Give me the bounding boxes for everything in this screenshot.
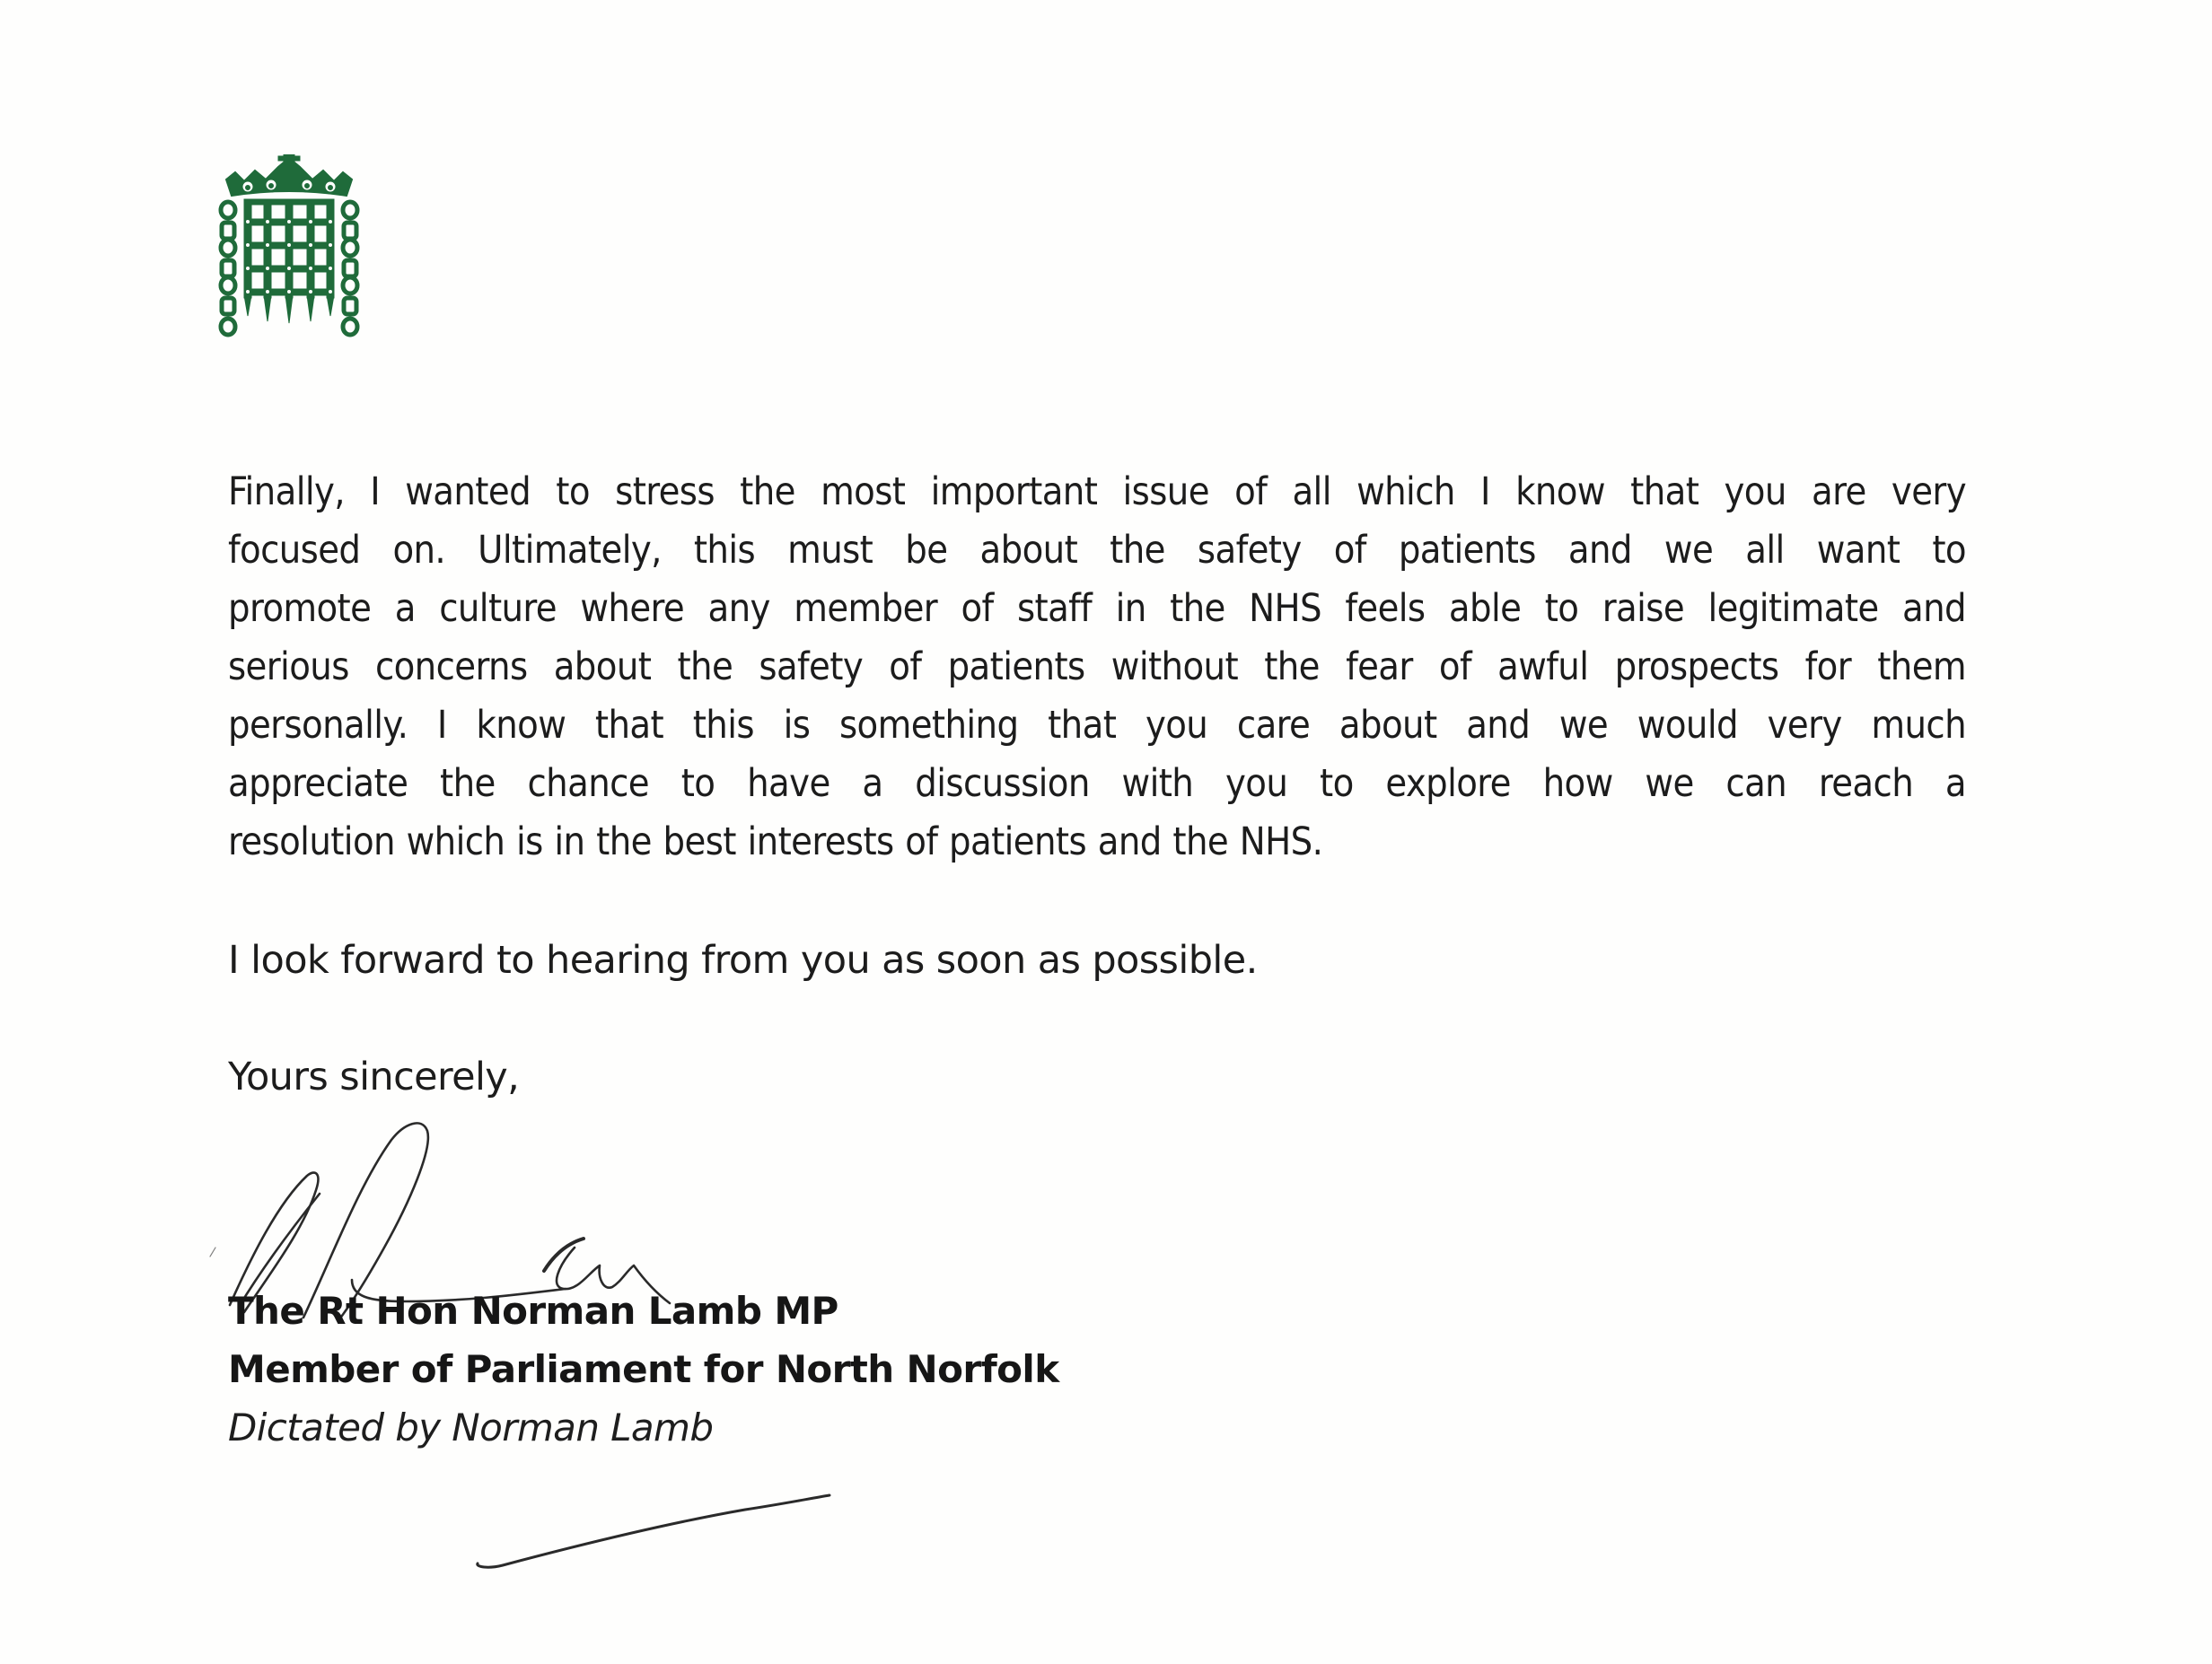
paragraph-line: Finally, I wanted to stress the most important issue of all which I know that you are very <box>228 469 1966 514</box>
letter-body <box>228 463 1966 871</box>
signatory-title: Member of Parliament for North Norfolk <box>228 1347 1059 1391</box>
paragraph-line: appreciate the chance to have a discussion with you to explore how we can reach a <box>228 761 1966 806</box>
pen-stroke-icon <box>449 1472 844 1571</box>
signatory-name: The Rt Hon Norman Lamb MP <box>228 1289 838 1333</box>
body-paragraph <box>228 463 1966 871</box>
signature-block <box>228 1282 1059 1457</box>
paragraph-line: focused on. Ultimately, this must be about the safety of patients and we all want to <box>228 528 1966 573</box>
paragraph-line: personally. I know that this is something that you care about and we would very much <box>228 703 1966 748</box>
portcullis-icon <box>208 154 370 345</box>
dictated-note: Dictated by Norman Lamb <box>228 1406 714 1449</box>
paragraph-line: promote a culture where any member of staff in the NHS feels able to raise legitimate and <box>228 586 1966 631</box>
closing-line: I look forward to hearing from you as soon as possible. <box>228 938 1258 983</box>
salutation: Yours sincerely, <box>228 1055 520 1099</box>
paragraph-line: serious concerns about the safety of patients without the fear of awful prospects for them <box>228 644 1966 689</box>
paragraph-line: resolution which is in the best interests of patients and the NHS. <box>228 819 1323 864</box>
